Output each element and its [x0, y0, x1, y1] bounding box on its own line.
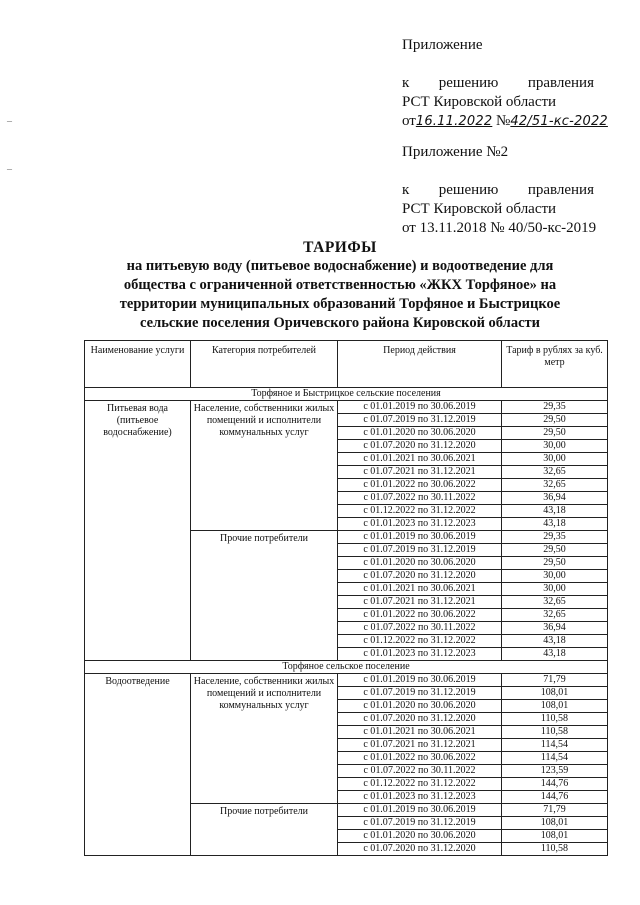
tariff-value: 43,18	[502, 518, 608, 531]
tariff-value: 114,54	[502, 752, 608, 765]
validity-period: с 01.07.2020 по 31.12.2020	[338, 713, 502, 726]
tariff-value: 32,65	[502, 596, 608, 609]
header-rate: Тариф в рублях за куб. метр	[502, 341, 608, 388]
tariff-value: 108,01	[502, 817, 608, 830]
validity-period: с 01.01.2022 по 30.06.2022	[338, 609, 502, 622]
consumer-category: Прочие потребители	[191, 531, 338, 661]
validity-period: с 01.01.2023 по 31.12.2023	[338, 648, 502, 661]
table-body	[85, 388, 608, 856]
word-board-2: правления	[527, 182, 594, 198]
decision-date-line	[402, 112, 608, 131]
validity-period: с 01.07.2019 по 31.12.2019	[338, 687, 502, 700]
word-k: к	[402, 75, 410, 91]
decision-line	[402, 74, 594, 93]
appendix-label: Приложение	[402, 37, 483, 53]
document-subtitle	[95, 257, 585, 333]
subtitle-line: территории муниципальных образований Торфяное и Быстрицкое	[119, 296, 561, 312]
appendix-header-original	[402, 143, 597, 238]
margin-mark: –	[7, 116, 12, 127]
document-title: ТАРИФЫ	[303, 239, 377, 256]
tariff-value: 71,79	[502, 804, 608, 817]
tariff-value: 32,65	[502, 479, 608, 492]
tariff-value: 144,76	[502, 791, 608, 804]
tariff-value: 110,58	[502, 713, 608, 726]
validity-period: с 01.07.2020 по 31.12.2020	[338, 570, 502, 583]
tariff-value: 30,00	[502, 583, 608, 596]
validity-period: с 01.01.2019 по 30.06.2019	[338, 674, 502, 687]
tariff-value: 32,65	[502, 609, 608, 622]
header-service: Наименование услуги	[85, 341, 191, 388]
validity-period: с 01.07.2020 по 31.12.2020	[338, 440, 502, 453]
validity-period: с 01.01.2020 по 30.06.2020	[338, 700, 502, 713]
authority-name: РСТ Кировской области	[402, 94, 557, 110]
tariff-value: 114,54	[502, 739, 608, 752]
decision-line-2	[402, 181, 594, 200]
tariff-value: 36,94	[502, 622, 608, 635]
validity-period: с 01.01.2020 по 30.06.2020	[338, 557, 502, 570]
tariff-value: 30,00	[502, 453, 608, 466]
handwritten-number: 42/51-кс-2022	[510, 114, 608, 129]
subtitle-line: на питьевую воду (питьевое водоснабжение) и водоотведение для	[126, 258, 554, 274]
validity-period: с 01.07.2022 по 30.11.2022	[338, 765, 502, 778]
validity-period: с 01.07.2022 по 30.11.2022	[338, 492, 502, 505]
section-row	[85, 661, 608, 674]
handwritten-date: 16.11.2022	[415, 114, 493, 129]
appendix-header-current	[402, 36, 608, 131]
service-name: Питьевая вода (питьевое водоснабжение)	[85, 401, 191, 661]
validity-period: с 01.12.2022 по 31.12.2022	[338, 778, 502, 791]
word-k-2: к	[402, 182, 410, 198]
service-name: Водоотведение	[85, 674, 191, 856]
header-category: Категория потребителей	[191, 341, 338, 388]
subtitle-line: общества с ограниченной ответственностью «ЖКХ Торфяное» на	[123, 277, 557, 293]
validity-period: с 01.01.2019 по 30.06.2019	[338, 804, 502, 817]
word-board: правления	[527, 75, 594, 91]
validity-period: с 01.01.2021 по 30.06.2021	[338, 726, 502, 739]
appendix-label-2: Приложение №2	[402, 144, 509, 160]
tariff-value: 123,59	[502, 765, 608, 778]
tariff-value: 29,50	[502, 414, 608, 427]
section-title: Торфяное и Быстрицкое сельские поселения	[85, 388, 608, 401]
validity-period: с 01.07.2020 по 31.12.2020	[338, 843, 502, 856]
word-decision-2: решению	[438, 182, 499, 198]
tariff-value: 43,18	[502, 648, 608, 661]
tariff-value: 29,50	[502, 427, 608, 440]
validity-period: с 01.07.2021 по 31.12.2021	[338, 739, 502, 752]
validity-period: с 01.12.2022 по 31.12.2022	[338, 505, 502, 518]
validity-period: с 01.01.2019 по 30.06.2019	[338, 401, 502, 414]
margin-mark: –	[7, 164, 12, 175]
tariff-table-container	[84, 340, 607, 856]
word-decision: решению	[438, 75, 499, 91]
tariff-value: 43,18	[502, 635, 608, 648]
tariff-value: 32,65	[502, 466, 608, 479]
tariff-value: 29,50	[502, 557, 608, 570]
validity-period: с 01.01.2022 по 30.06.2022	[338, 479, 502, 492]
tariff-value: 36,94	[502, 492, 608, 505]
validity-period: с 01.01.2021 по 30.06.2021	[338, 453, 502, 466]
validity-period: с 01.07.2019 по 31.12.2019	[338, 414, 502, 427]
decision-date-line-2: от 13.11.2018 № 40/50-кс-2019	[402, 220, 597, 236]
tariff-value: 30,00	[502, 570, 608, 583]
validity-period: с 01.12.2022 по 31.12.2022	[338, 635, 502, 648]
subtitle-line: сельские поселения Оричевского района Кировской области	[140, 315, 540, 331]
consumer-category: Население, собственники жилых помещений и исполнители коммунальных услуг	[191, 401, 338, 531]
validity-period: с 01.01.2022 по 30.06.2022	[338, 752, 502, 765]
tariff-value: 29,50	[502, 544, 608, 557]
section-row	[85, 388, 608, 401]
tariff-value: 110,58	[502, 726, 608, 739]
validity-period: с 01.01.2019 по 30.06.2019	[338, 531, 502, 544]
validity-period: с 01.01.2020 по 30.06.2020	[338, 427, 502, 440]
tariff-table	[84, 340, 608, 856]
validity-period: с 01.01.2020 по 30.06.2020	[338, 830, 502, 843]
validity-period: с 01.07.2021 по 31.12.2021	[338, 466, 502, 479]
tariff-value: 29,35	[502, 531, 608, 544]
validity-period: с 01.01.2023 по 31.12.2023	[338, 791, 502, 804]
tariff-value: 43,18	[502, 505, 608, 518]
number-sign: №	[496, 113, 511, 129]
validity-period: с 01.07.2022 по 30.11.2022	[338, 622, 502, 635]
table-header-row	[85, 341, 608, 388]
tariff-value: 110,58	[502, 843, 608, 856]
validity-period: с 01.07.2019 по 31.12.2019	[338, 817, 502, 830]
validity-period: с 01.07.2019 по 31.12.2019	[338, 544, 502, 557]
tariff-value: 108,01	[502, 700, 608, 713]
section-title: Торфяное сельское поселение	[85, 661, 608, 674]
consumer-category: Население, собственники жилых помещений и исполнители коммунальных услуг	[191, 674, 338, 804]
validity-period: с 01.07.2021 по 31.12.2021	[338, 596, 502, 609]
tariff-value: 144,76	[502, 778, 608, 791]
table-row	[85, 401, 608, 414]
validity-period: с 01.01.2021 по 30.06.2021	[338, 583, 502, 596]
tariff-value: 71,79	[502, 674, 608, 687]
tariff-value: 108,01	[502, 687, 608, 700]
authority-name-2: РСТ Кировской области	[402, 201, 557, 217]
table-row	[85, 674, 608, 687]
header-period: Период действия	[338, 341, 502, 388]
tariff-value: 30,00	[502, 440, 608, 453]
tariff-value: 108,01	[502, 830, 608, 843]
consumer-category: Прочие потребители	[191, 804, 338, 856]
date-prefix: от	[402, 113, 416, 129]
tariff-value: 29,35	[502, 401, 608, 414]
validity-period: с 01.01.2023 по 31.12.2023	[338, 518, 502, 531]
